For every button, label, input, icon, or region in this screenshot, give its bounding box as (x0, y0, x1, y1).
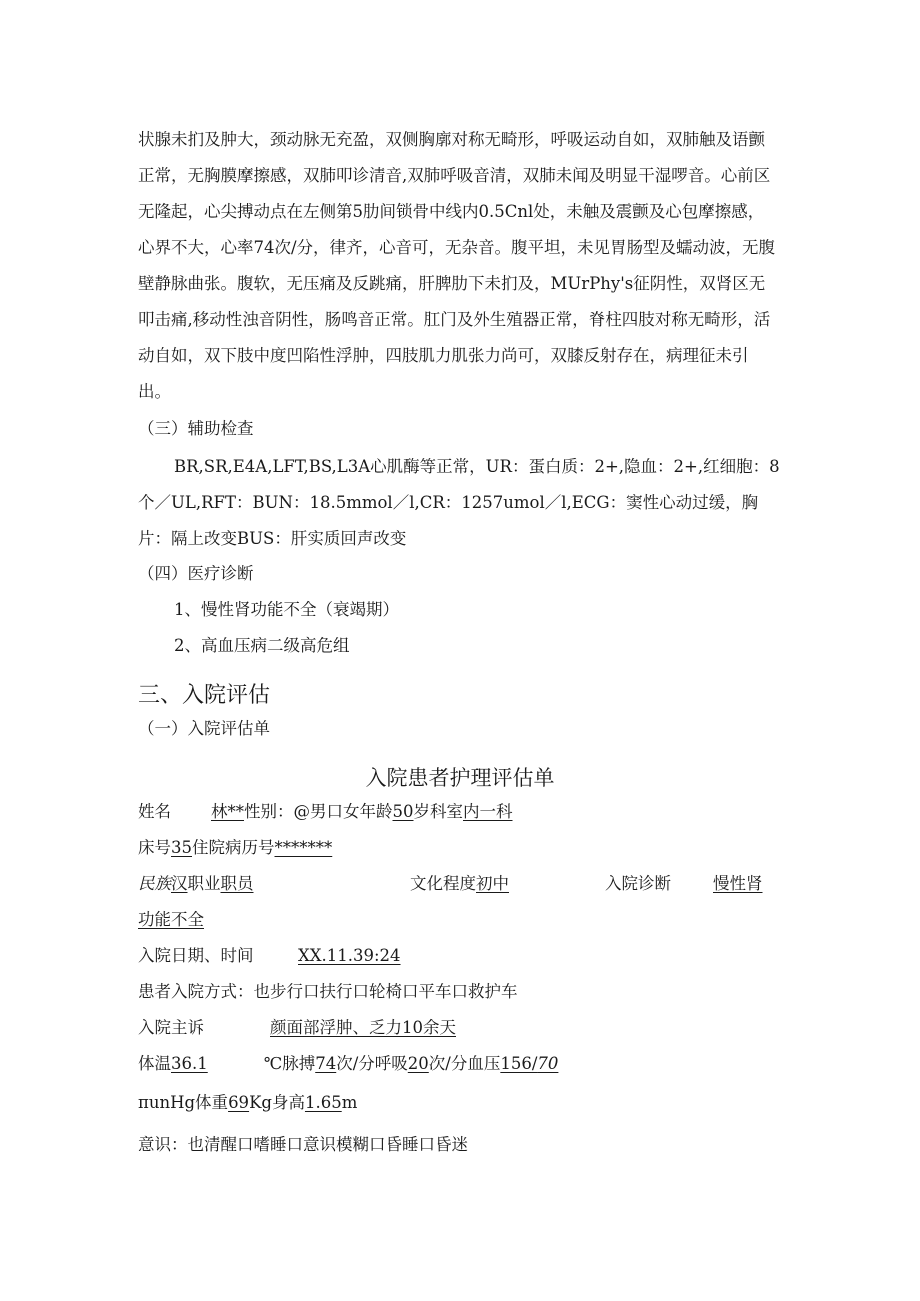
edu-value: 初中 (476, 874, 509, 893)
record-label: 住院病历号 (192, 838, 275, 857)
admission-mode: 患者入院方式：也步行口扶行口轮椅口平车口救护车 (138, 982, 518, 1001)
job-label: 职业 (187, 874, 221, 893)
date-value: XX.11.39:24 (298, 946, 401, 965)
unit-label: πunHg体重 (138, 1093, 229, 1112)
bed-label: 床号 (138, 838, 171, 857)
form-row-bed (138, 837, 332, 859)
aux-exam-heading: （三）辅助检查 (138, 419, 254, 438)
diagnosis-item-1: 1、慢性肾功能不全（衰竭期） (174, 600, 399, 619)
edu-label: 文化程度 (410, 874, 476, 893)
aux-exam-text: BR,SR,E4A,LFT,BS,L3A心肌酶等正常，UR：蛋白质：2+,隐血：2+,红细胞：8个／UL,RFT：BUN：18.5mmol／l,CR：1257umol／l,ECG：窦性心动过缓，胸片：隔上改变BUS：肝实质回声改变 (138, 457, 780, 548)
record-value: ******* (274, 838, 333, 857)
height-unit: m (341, 1093, 358, 1112)
age-value: 50 (392, 802, 414, 821)
form-row-weight (138, 1092, 357, 1114)
height-value: 1.65 (304, 1093, 342, 1112)
consciousness-row: 意识：也清醒口嗜睡口意识模糊口昏睡口昏迷 (138, 1135, 468, 1154)
dept-value: 内一科 (463, 802, 513, 821)
subsection-heading-assessment-form: （一）入院评估单 (138, 719, 270, 738)
bp-label: 次/分血压 (428, 1054, 501, 1073)
name-value: 林** (211, 802, 244, 821)
bed-value: 35 (171, 838, 192, 857)
job-value: 职员 (220, 874, 254, 893)
name-label: 姓名 (138, 802, 171, 821)
form-row-ethnic (138, 873, 254, 895)
pulse-value: 74 (315, 1054, 337, 1073)
pulse-label: ℃脉搏 (263, 1054, 316, 1073)
bp-systolic: 156/ (500, 1054, 538, 1073)
bp-diastolic: 70 (537, 1054, 559, 1073)
resp-value: 20 (407, 1054, 429, 1073)
physical-exam-paragraph: 状腺未扪及肿大，颈动脉无充盈，双侧胸廓对称无畸形，呼吸运动自如，双肺触及语颤正常，无胸膜摩擦感，双肺叩诊清音,双肺呼吸音清，双肺未闻及明显干湿啰音。心前区无隆起，心尖搏动点在左侧第5肋间锁骨中线内0.5Cnl处，未触及震颤及心包摩擦感，心界不大，心率74次/分，律齐，心音可，无杂音。腹平坦，未见胃肠型及蠕动波，无腹壁静脉曲张。腹软，无压痛及反跳痛，肝脾肋下未扪及，MUrPhy's征阴性，双肾区无叩击痛,移动性浊音阴性，肠鸣音正常。肛门及外生殖器正常，脊柱四肢对称无畸形，活动自如，双下肢中度凹陷性浮肿，四肢肌力肌张力尚可，双膝反射存在，病理征未引出。 (138, 130, 776, 401)
height-label: Kg身高 (249, 1093, 305, 1112)
diag-value-part1: 慢性肾 (713, 874, 763, 893)
ethnic-value: 汉 (171, 874, 188, 893)
complaint-label: 入院主诉 (138, 1018, 204, 1037)
weight-value: 69 (228, 1093, 250, 1112)
date-label: 入院日期、时间 (138, 946, 254, 965)
form-row-vitals (138, 1053, 558, 1075)
form-row-name (138, 801, 513, 823)
dept-label: 岁科室 (413, 802, 463, 821)
gender-label: 性别：@男口女年龄 (244, 802, 393, 821)
temp-label: 体温 (138, 1054, 171, 1073)
diagnosis-heading: （四）医疗诊断 (138, 564, 254, 583)
section-heading-admission-assessment: 三、入院评估 (138, 683, 271, 708)
diagnosis-item-2: 2、高血压病二级高危组 (174, 636, 350, 655)
ethnic-label: 民族 (138, 874, 171, 893)
form-education (410, 873, 509, 895)
temp-value: 36.1 (171, 1054, 208, 1073)
diag-value-part2: 功能不全 (138, 910, 204, 929)
resp-label: 次/分呼吸 (336, 1054, 408, 1073)
form-title: 入院患者护理评估单 (365, 766, 555, 790)
complaint-value: 颜面部浮肿、乏力10余天 (270, 1018, 456, 1037)
diag-label: 入院诊断 (605, 874, 671, 893)
